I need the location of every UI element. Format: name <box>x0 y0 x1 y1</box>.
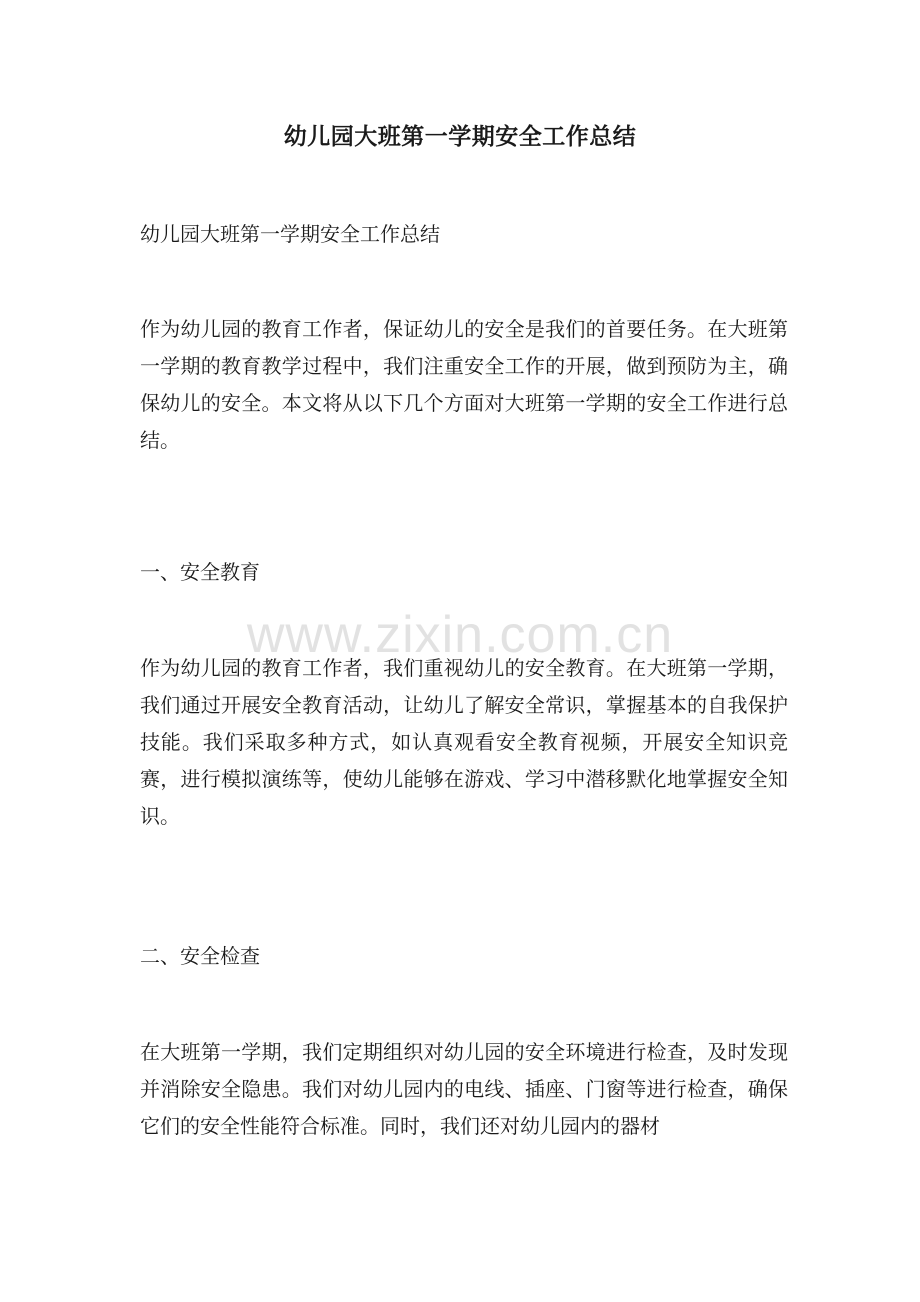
section-heading-safety-education: 一、安全教育 <box>140 560 260 584</box>
watermark: www.zixin.com.cn <box>246 606 674 664</box>
section-body-safety-education: 作为幼儿园的教育工作者，我们重视幼儿的安全教育。在大班第一学期，我们通过开展安全教育活动，让幼儿了解安全常识，掌握基本的自我保护技能。我们采取多种方式，如认真观看安全教育视频，开展安全知识竞赛，进行模拟演练等，使幼儿能够在游戏、学习中潜移默化地掌握安全知识。 <box>140 656 788 828</box>
intro-paragraph: 作为幼儿园的教育工作者，保证幼儿的安全是我们的首要任务。在大班第一学期的教育教学过程中，我们注重安全工作的开展，做到预防为主，确保幼儿的安全。本文将从以下几个方面对大班第一学期的安全工作进行总结。 <box>140 317 788 452</box>
page-title: 幼儿园大班第一学期安全工作总结 <box>283 123 637 150</box>
document-subtitle: 幼儿园大班第一学期安全工作总结 <box>140 222 440 246</box>
section-heading-safety-inspection: 二、安全检查 <box>140 944 260 968</box>
section-body-safety-inspection: 在大班第一学期，我们定期组织对幼儿园的安全环境进行检查，及时发现并消除安全隐患。我们对幼儿园内的电线、插座、门窗等进行检查，确保它们的安全性能符合标准。同时，我们还对幼儿园内的器材 <box>140 1040 788 1138</box>
